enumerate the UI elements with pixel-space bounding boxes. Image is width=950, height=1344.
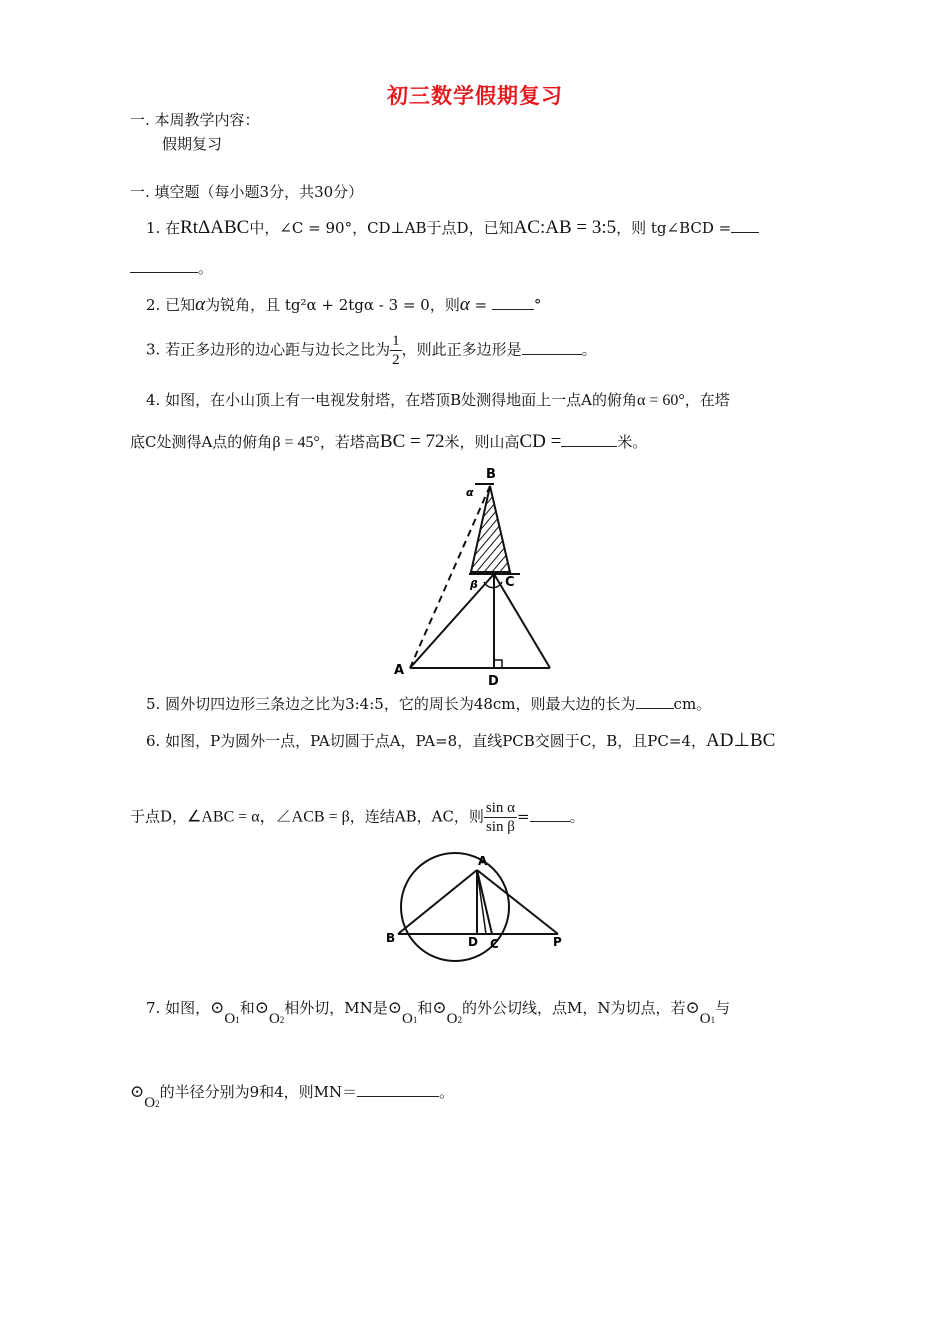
section-heading-content: 一. 本周教学内容： (130, 111, 260, 129)
q2-text-b: 为锐角，且 tg²α + 2tgα - 3 = 0，则 (205, 296, 460, 314)
question-6-line-2 (130, 799, 585, 836)
q7-end: 。 (439, 1083, 455, 1101)
q7-text-a: 7. 如图， (146, 999, 211, 1017)
question-2 (146, 295, 541, 315)
label-c: C (505, 575, 515, 590)
label-b: B (486, 467, 496, 482)
q6-denominator: sin β (486, 819, 515, 835)
q6-ad-perp-bc: AD⊥BC (706, 730, 776, 751)
q5-text: 5. 圆外切四边形三条边之比为3:4:5，它的周长为48cm，则最大边的长为 (146, 695, 636, 713)
line-ab (398, 870, 477, 934)
question-3 (146, 332, 597, 369)
line-c-right (494, 574, 550, 668)
q4-text-1b: ，在塔 (684, 391, 730, 409)
q7-answer-blank[interactable] (357, 1082, 439, 1097)
q3-denominator: 2 (392, 352, 400, 368)
label-beta: β (470, 578, 478, 591)
q6-eq: = (517, 807, 530, 826)
o1-label: O1 (224, 1011, 240, 1027)
question-4-line-2 (130, 432, 647, 453)
circle-dot-symbol: ⊙ (387, 998, 403, 1018)
question-7-line-1 (146, 998, 731, 1027)
q2-alpha-2: α (459, 294, 470, 315)
q5-answer-blank[interactable] (636, 694, 674, 709)
q4-angle-beta: β = 45° (272, 434, 320, 451)
circle-dot-symbol: ⊙ (685, 998, 700, 1018)
circle-dot-symbol: ⊙ (210, 998, 225, 1018)
label-a2: A (478, 854, 488, 868)
q1-text-b: 中，∠C = 90°，CD⊥AB于点D，已知 (249, 219, 514, 237)
q1-text-a: 1. 在 (146, 219, 181, 237)
q7-text-b: 和 (239, 999, 255, 1017)
q3-text-a: 3. 若正多边形的边心距与边长之比为 (146, 340, 391, 359)
q6-fraction (484, 799, 517, 836)
q7-text-d: 和 (417, 999, 433, 1017)
o1-label: O1 (402, 1011, 418, 1027)
q4-answer-blank[interactable] (561, 432, 617, 447)
section-content-text: 假期复习 (162, 135, 223, 153)
q6-text-2b: ，连结AB，AC，则 (349, 807, 484, 826)
q3-numerator: 1 (392, 333, 400, 349)
q4-text-2b: ，若塔高 (319, 433, 380, 451)
q1-answer-blank-cont[interactable] (130, 258, 198, 273)
tower-shape (471, 486, 510, 572)
q3-fraction (390, 332, 402, 369)
label-a: A (394, 663, 405, 678)
q1-end: 。 (198, 259, 214, 277)
o2-label: O2 (268, 1011, 285, 1027)
q6-answer-blank[interactable] (530, 807, 570, 822)
question-1-cont (130, 258, 213, 278)
label-d2: D (468, 935, 478, 949)
circle-dot-symbol: ⊙ (254, 998, 269, 1018)
q4-text-2c: 米，则山高 (444, 433, 520, 451)
section-heading-fill-blank: 一. 填空题（每小题3分，共30分） (130, 183, 364, 201)
q2-end: ° (533, 296, 542, 314)
question-6-line-1 (146, 731, 775, 751)
q4-text-2d: 米。 (617, 433, 648, 451)
label-b2: B (386, 931, 396, 945)
o1-label: O1 (699, 1011, 716, 1027)
q3-end: 。 (581, 340, 597, 359)
q2-alpha: α (195, 294, 206, 315)
q6-text-2a: 于点D， (130, 807, 188, 826)
q2-answer-blank[interactable] (492, 295, 534, 310)
circle-dot-symbol: ⊙ (130, 1082, 145, 1102)
q4-angle-alpha: α = 60° (636, 392, 685, 409)
q4-cd: CD = (519, 431, 562, 452)
label-p: P (553, 935, 562, 949)
q1-ratio: AC:AB = 3:5 (513, 217, 617, 238)
o2-label: O2 (446, 1011, 462, 1027)
line-ca (410, 574, 494, 668)
page-title: 初三数学假期复习 (387, 84, 563, 108)
q2-text-a: 2. 已知 (146, 296, 196, 314)
question-1 (146, 218, 759, 238)
circle-dot-symbol: ⊙ (432, 998, 447, 1018)
q4-bc: BC = 72 (379, 431, 445, 452)
label-d: D (488, 674, 499, 687)
q3-text-b: ，则此正多边形是 (401, 340, 522, 359)
right-angle-mark (494, 660, 502, 668)
question-7-line-2 (130, 1082, 455, 1111)
q1-answer-blank[interactable] (731, 218, 759, 233)
q2-eq: = (469, 296, 492, 314)
q6-numerator: sin α (485, 800, 516, 816)
question-4-line-1 (146, 390, 730, 411)
q6-end: 。 (569, 807, 585, 826)
question-5 (146, 694, 711, 714)
label-alpha: α (466, 486, 474, 499)
q6-text-1: 6. 如图，P为圆外一点，PA切圆于点A，PA=8，直线PCB交圆于C，B，且PC=4， (146, 732, 706, 750)
q4-text-1a: 4. 如图，在小山顶上有一电视发射塔，在塔顶B处测得地面上一点A的俯角 (146, 391, 637, 409)
q4-text-2a: 底C处测得A点的俯角 (130, 433, 273, 451)
q3-answer-blank[interactable] (522, 340, 582, 355)
figure-circle (380, 850, 580, 965)
q6-angles: ∠ABC = α，∠ACB = β (187, 808, 350, 826)
q7-text-f: 与 (715, 999, 731, 1017)
q7-text-c: 相外切，MN是 (284, 999, 388, 1017)
o2-label: O2 (144, 1095, 160, 1111)
q7-text-g: 的半径分别为9和4，则MN＝ (159, 1083, 358, 1101)
q5-end: cm。 (673, 695, 712, 713)
q1-triangle: RtΔABC (180, 217, 250, 238)
q7-text-e: 的外公切线，点M，N为切点，若 (462, 999, 686, 1017)
line-ba-dashed (410, 486, 490, 668)
q1-text-c: ，则 tg∠BCD = (616, 219, 732, 237)
figure-tower (380, 462, 570, 687)
label-c2: C (490, 937, 499, 951)
